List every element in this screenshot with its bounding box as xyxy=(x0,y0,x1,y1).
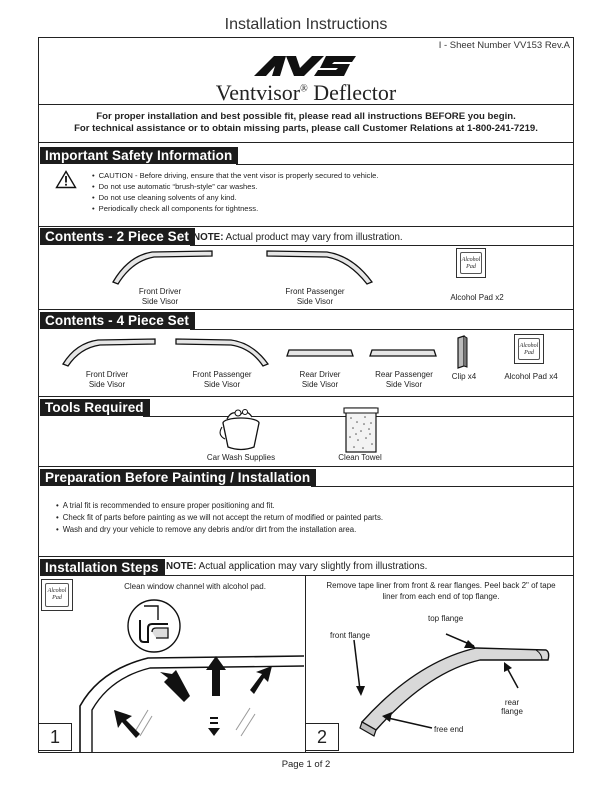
front-driver-visor-image xyxy=(110,248,215,286)
rear-driver-visor-image xyxy=(285,347,355,359)
product-name: Ventvisor® Deflector xyxy=(215,80,397,105)
step-1-illustration xyxy=(40,598,304,752)
list-item: • Check fit of parts before painting as we will not accept the return of modified or painted parts. xyxy=(56,512,383,524)
step-2-text: Remove tape liner from front & rear flanges. Peel back 2" of tape liner from each end of top flange. xyxy=(326,581,556,601)
divider xyxy=(38,466,574,467)
divider xyxy=(38,309,574,310)
document-title: Installation Instructions xyxy=(224,16,388,33)
callout-top-flange: top flange xyxy=(428,614,464,623)
list-item: • A trial fit is recommended to ensure proper positioning and fit. xyxy=(56,500,383,512)
contents-4-heading: Contents - 4 Piece Set xyxy=(40,312,195,329)
front-passenger-label: Front Passenger Side Visor xyxy=(285,287,345,306)
clip-image xyxy=(455,335,469,369)
clip-label: Clip x4 xyxy=(451,372,477,381)
towel-icon xyxy=(340,404,382,454)
installation-note: NOTE: Actual application may vary slightly from illustrations. xyxy=(166,561,428,572)
alcohol-pad-image: Alcohol Pad xyxy=(456,248,486,278)
alcohol-pad-image: Alcohol Pad xyxy=(41,579,73,611)
callout-free-end: free end xyxy=(434,725,464,734)
alcohol-pad-4-label: Alcohol Pad x4 xyxy=(504,372,558,381)
list-item: • Do not use cleaning solvents of any kind. xyxy=(92,192,379,203)
front-passenger-visor-image xyxy=(265,248,375,286)
callout-front-flange: front flange xyxy=(330,631,371,640)
front-driver-label: Front Driver Side Visor xyxy=(138,287,182,306)
divider xyxy=(38,104,574,105)
alcohol-pad-2-label: Alcohol Pad x2 xyxy=(450,293,504,302)
divider xyxy=(38,142,574,143)
rear-passenger-visor-image xyxy=(368,347,438,359)
divider xyxy=(190,329,574,330)
warning-triangle-icon xyxy=(55,170,77,189)
contents-2-note: NOTE: Actual product may vary from illustration. xyxy=(193,232,403,243)
list-item: • Do not use automatic “brush-style” car washes. xyxy=(92,181,379,192)
divider xyxy=(38,396,574,397)
step-1-number: 1 xyxy=(38,723,72,751)
safety-heading: Important Safety Information xyxy=(40,147,238,164)
avs-logo xyxy=(252,54,360,78)
car-wash-supplies-label: Car Wash Supplies xyxy=(206,453,276,462)
front-passenger-visor-image xyxy=(173,335,271,367)
divider xyxy=(38,226,574,227)
clean-towel-label: Clean Towel xyxy=(338,453,382,462)
contents-2-heading: Contents - 2 Piece Set xyxy=(40,228,195,245)
rear-passenger-label: Rear Passenger Side Visor xyxy=(375,370,433,389)
notice-text: For proper installation and best possible fit, please read all instructions BEFORE you begin. For technical assistance or to obtain missing parts, please call Customer Relations at 1-800-241-7219. xyxy=(74,111,538,134)
divider xyxy=(190,245,574,246)
step-1-text: Clean window channel with alcohol pad. xyxy=(124,582,266,591)
page-footer: Page 1 of 2 xyxy=(281,759,331,770)
divider xyxy=(38,556,574,557)
list-item: • Wash and dry your vehicle to remove any debris and/or dirt from the installation area. xyxy=(56,524,383,536)
divider xyxy=(160,575,574,576)
front-passenger-label: Front Passenger Side Visor xyxy=(192,370,252,389)
rear-driver-label: Rear Driver Side Visor xyxy=(299,370,341,389)
divider xyxy=(236,164,574,165)
installation-heading: Installation Steps xyxy=(40,559,165,576)
list-item: • CAUTION - Before driving, ensure that the vent visor is properly secured to vehicle. xyxy=(92,170,379,181)
preparation-heading: Preparation Before Painting / Installation xyxy=(40,469,316,486)
step-2-number: 2 xyxy=(305,723,339,751)
safety-list xyxy=(92,170,379,214)
list-item: • Periodically check all components for tightness. xyxy=(92,203,379,214)
front-driver-visor-image xyxy=(60,335,158,367)
divider xyxy=(311,486,574,487)
alcohol-pad-image: Alcohol Pad xyxy=(514,334,544,364)
preparation-list xyxy=(56,500,383,536)
bucket-icon xyxy=(218,405,264,453)
callout-rear-flange: rear flange xyxy=(501,698,523,716)
tools-heading: Tools Required xyxy=(40,399,150,416)
sheet-number: I - Sheet Number VV153 Rev.A xyxy=(438,40,570,51)
front-driver-label: Front Driver Side Visor xyxy=(85,370,129,389)
